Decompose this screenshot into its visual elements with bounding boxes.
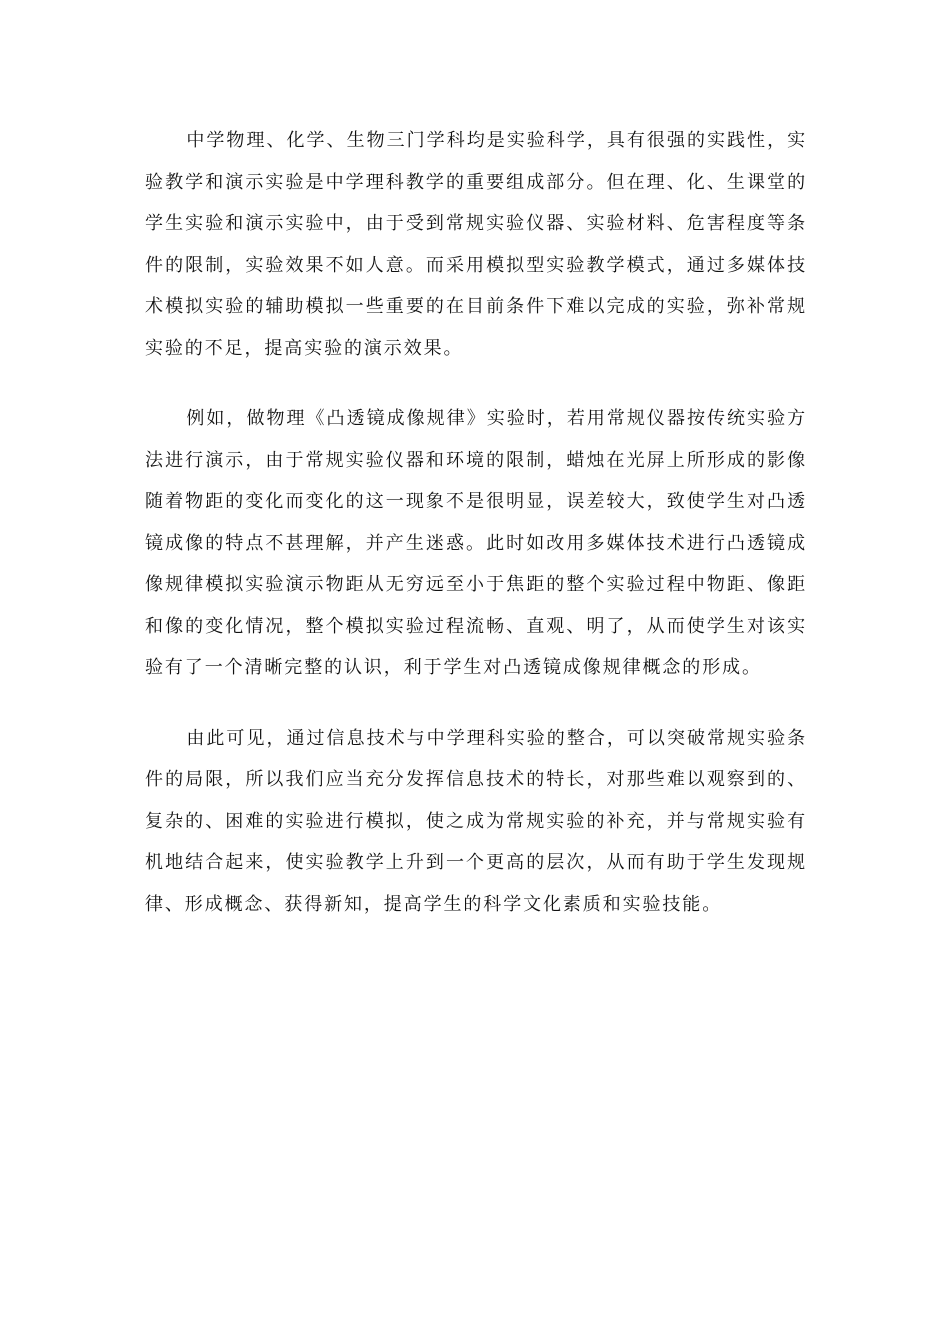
document-body: [145, 120, 807, 954]
paragraph-3: 由此可见，通过信息技术与中学理科实验的整合，可以突破常规实验条件的局限，所以我们应当充分发挥信息技术的特长，对那些难以观察到的、复杂的、困难的实验进行模拟，使之成为常规实验的补充，并与常规实验有机地结合起来，使实验教学上升到一个更高的层次，从而有助于学生发现规律、形成概念、获得新知，提高学生的科学文化素质和实验技能。: [145, 727, 807, 915]
paragraph-2: 例如，做物理《凸透镜成像规律》实验时，若用常规仪器按传统实验方法进行演示，由于常规实验仪器和环境的限制，蜡烛在光屏上所形成的影像随着物距的变化而变化的这一现象不是很明显，误差较大，致使学生对凸透镜成像的特点不甚理解，并产生迷惑。此时如改用多媒体技术进行凸透镜成像规律模拟实验演示物距从无穷远至小于焦距的整个实验过程中物距、像距和像的变化情况，整个模拟实验过程流畅、直观、明了，从而使学生对该实验有了一个清晰完整的认识，利于学生对凸透镜成像规律概念的形成。: [145, 408, 807, 678]
paragraph-1: 中学物理、化学、生物三门学科均是实验科学，具有很强的实践性，实验教学和演示实验是中学理科教学的重要组成部分。但在理、化、生课堂的学生实验和演示实验中，由于受到常规实验仪器、实验材料、危害程度等条件的限制，实验效果不如人意。而采用模拟型实验教学模式，通过多媒体技术模拟实验的辅助模拟一些重要的在目前条件下难以完成的实验，弥补常规实验的不足，提高实验的演示效果。: [145, 130, 807, 359]
